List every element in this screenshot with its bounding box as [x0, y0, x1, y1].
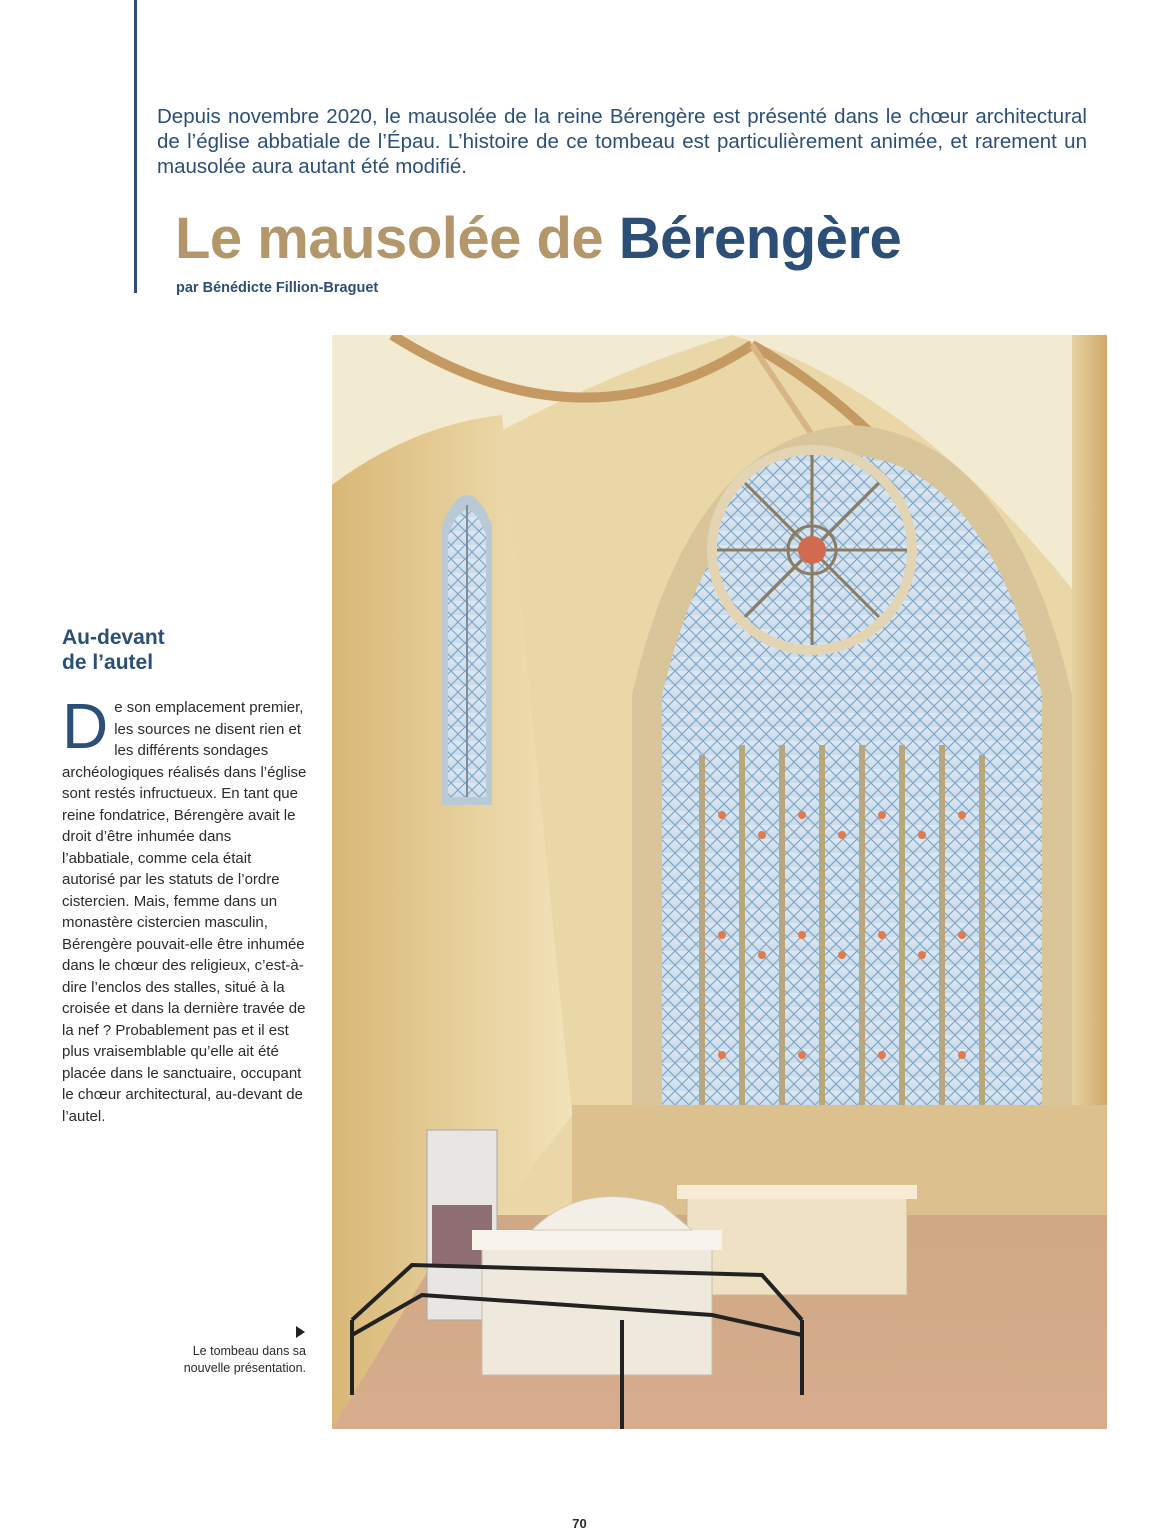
section-heading-line1: Au-devant	[62, 626, 165, 649]
caption-arrow-icon	[296, 1326, 305, 1338]
page-number: 70	[572, 1516, 587, 1531]
title-part-blue: Bérengère	[618, 206, 902, 271]
body-paragraph: e son emplacement premier, les sources ne disent rien et les différents sondages archéologiques réalisés dans l’église sont restés infructueux. En tant que reine fondatrice, Bérengère avait le droit d’être inhumée dans l’abbatiale, comme cela était autorisé par les statuts de l’ordre cistercien. Mais, femme dans un monastère cistercien masculin, Bérengère pouvait-elle être inhumée dans le chœur des religieux, c’est-à-dire l’enclos des stalles, situé à la croisée et dans la dernière travée de la nef ? Probablement pas et il est plus vraisemblable qu’elle ait été placée dans le sanctuaire, occupant le chœur architectural, au-devant de l’autel.	[62, 699, 307, 1125]
section-heading-line2: de l’autel	[62, 651, 154, 674]
intro-paragraph: Depuis novembre 2020, le mausolée de la reine Bérengère est présenté dans le chœur architectural de l’église abbatiale de l’Épau. L’histoire de ce tombeau est particulièrement animée, et rarement un mausolée aura autant été modifié.	[157, 105, 1087, 178]
drop-cap: D	[62, 690, 109, 762]
section-heading	[62, 625, 302, 675]
caption-line1: Le tombeau dans sa	[192, 1344, 306, 1358]
body-text	[62, 690, 307, 1127]
church-interior-photo	[332, 335, 1107, 1429]
vertical-rule	[134, 0, 137, 293]
title-part-gold: Le mausolée de	[175, 206, 619, 271]
article-title	[175, 203, 1075, 275]
caption-line2: nouvelle présentation.	[183, 1361, 306, 1375]
byline: par Bénédicte Fillion-Braguet	[176, 280, 379, 296]
photo-caption	[120, 1343, 306, 1377]
